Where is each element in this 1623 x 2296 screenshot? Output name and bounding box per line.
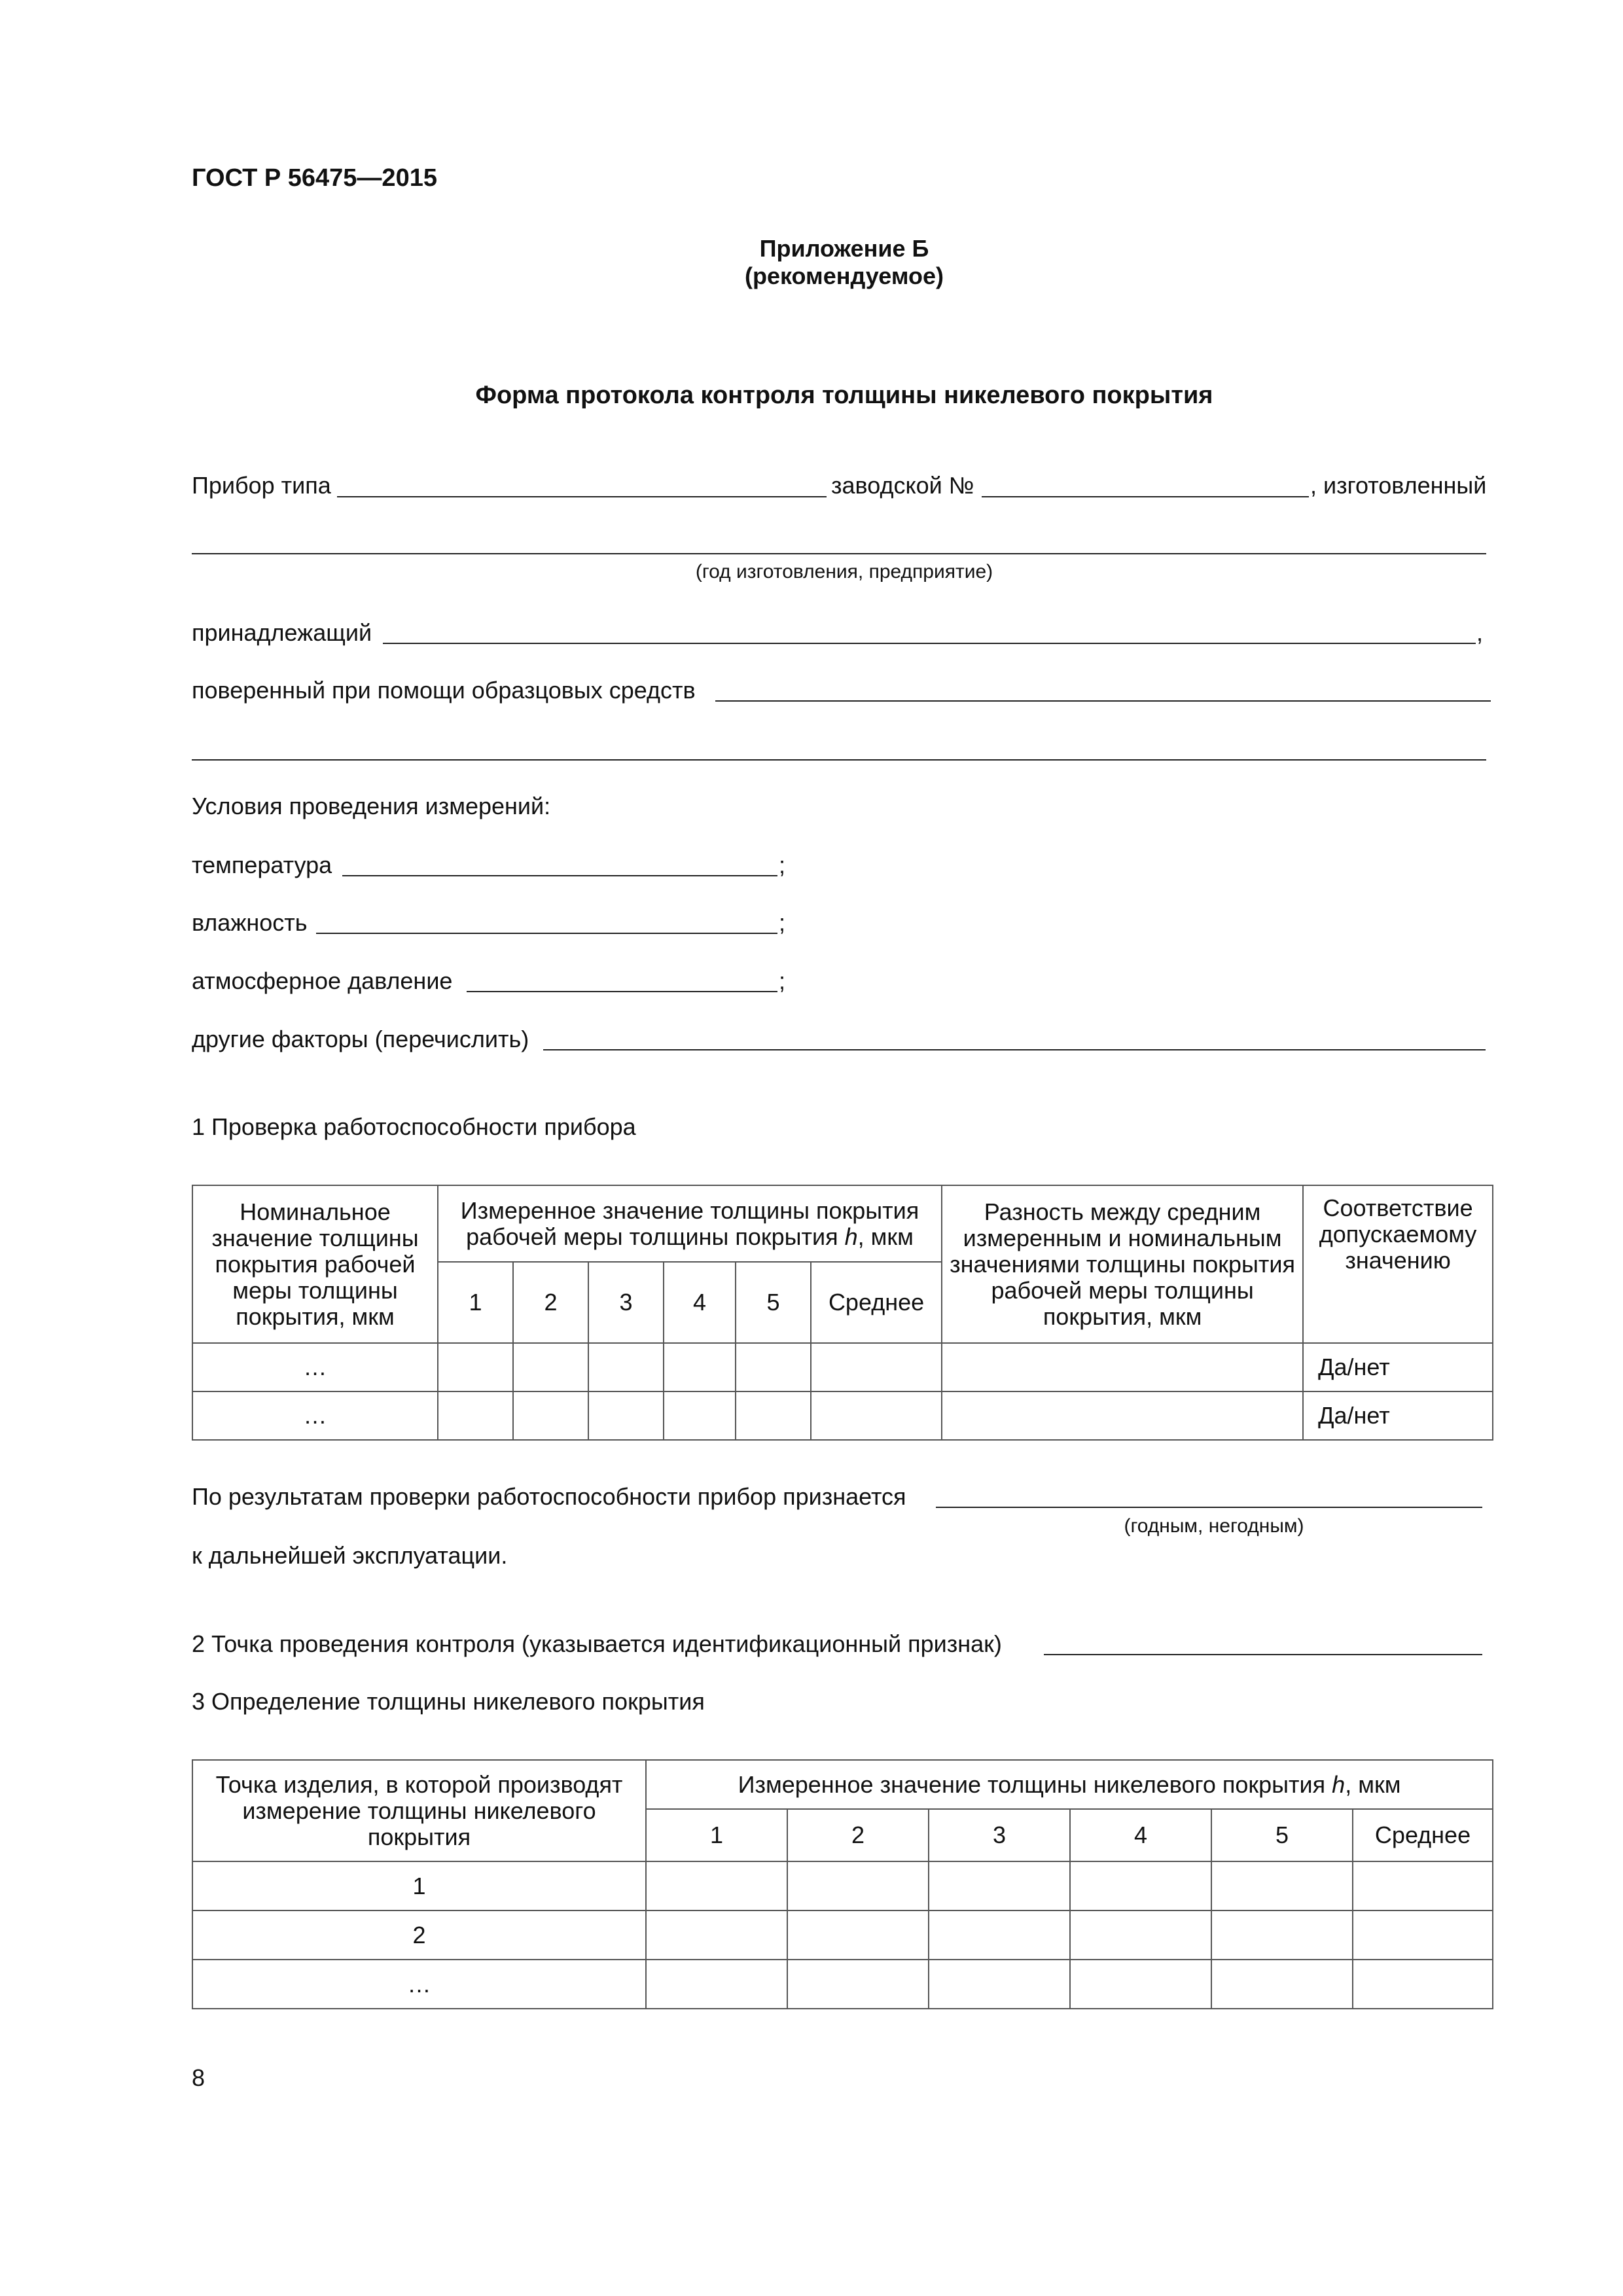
col-nominal-header: Номинальное значение толщины покрытия рабочей меры толщины покрытия, мкм [192,1185,438,1343]
point-cell: 2 [192,1910,646,1960]
col-measured-header: Измеренное значение толщины покрытия рабочей меры толщины покрытия h, мкм [438,1185,942,1262]
manufactured-label: , изготовленный [1310,472,1487,499]
value-cell[interactable] [929,1861,1070,1910]
table-row [192,1343,1493,1391]
value-cell[interactable] [787,1910,929,1960]
value-cell[interactable] [787,1960,929,2009]
col-difference-header: Разность между средним измеренным и номинальным значениями толщины покрытия рабочей меры толщины покрытия, мкм [942,1185,1303,1343]
verified-field[interactable] [715,700,1491,702]
sub-col-average: Среднее [1353,1809,1493,1861]
value-cell[interactable] [664,1343,736,1391]
sub-col-3: 3 [588,1262,664,1343]
device-type-field[interactable] [337,496,827,497]
value-cell[interactable] [588,1343,664,1391]
value-cell[interactable] [736,1391,811,1440]
owner-field[interactable] [383,643,1476,644]
sub-col-5: 5 [1211,1809,1353,1861]
nominal-cell: … [192,1391,438,1440]
page-number: 8 [192,2064,205,2091]
pressure-semicolon: ; [779,967,786,994]
value-cell[interactable] [1070,1861,1211,1910]
owner-label: принадлежащий [192,619,372,646]
value-cell[interactable] [929,1910,1070,1960]
table-row [192,1960,1493,2009]
value-cell[interactable] [1211,1861,1353,1910]
temperature-field[interactable] [342,875,777,876]
humidity-field[interactable] [316,933,777,934]
point-cell: 1 [192,1861,646,1910]
value-cell[interactable] [646,1910,787,1960]
section-1-title: 1 Проверка работоспособности прибора [192,1113,636,1140]
serial-number-field[interactable] [982,496,1309,497]
sub-col-3: 3 [929,1809,1070,1861]
value-cell[interactable] [438,1343,513,1391]
value-cell[interactable] [646,1960,787,2009]
serial-number-label: заводской № [831,472,974,499]
humidity-label: влажность [192,909,308,936]
value-cell[interactable] [1211,1960,1353,2009]
device-type-label: Прибор типа [192,472,331,499]
conformity-cell[interactable]: Да/нет [1303,1391,1493,1440]
pressure-label: атмосферное давление [192,967,453,994]
point-cell: … [192,1960,646,2009]
appendix-note: (рекомендуемое) [745,262,944,289]
standard-number: ГОСТ Р 56475—2015 [192,164,437,192]
value-cell[interactable] [588,1391,664,1440]
value-cell[interactable] [1070,1910,1211,1960]
value-cell[interactable] [736,1343,811,1391]
humidity-semicolon: ; [779,909,786,936]
col-measured-header: Измеренное значение толщины никелевого покрытия h, мкм [646,1760,1493,1809]
page-title: Форма протокола контроля толщины никелевого покрытия [475,382,1213,409]
sub-col-1: 1 [438,1262,513,1343]
value-cell[interactable] [1070,1960,1211,2009]
average-cell[interactable] [1353,1861,1493,1910]
temperature-semicolon: ; [779,852,786,878]
value-cell[interactable] [787,1861,929,1910]
manufacture-hint: (год изготовления, предприятие) [695,561,993,583]
conformity-cell[interactable]: Да/нет [1303,1343,1493,1391]
difference-cell[interactable] [942,1391,1303,1440]
sub-col-4: 4 [1070,1809,1211,1861]
sub-col-5: 5 [736,1262,811,1343]
other-factors-field[interactable] [543,1049,1486,1050]
result-label: По результатам проверки работоспособности прибор признается [192,1483,906,1510]
col-point-header: Точка изделия, в которой производят измерение толщины никелевого покрытия [192,1760,646,1861]
value-cell[interactable] [929,1960,1070,2009]
section-2-title: 2 Точка проведения контроля (указывается идентификационный признак) [192,1630,1002,1657]
average-cell[interactable] [811,1343,942,1391]
verified-label: поверенный при помощи образцовых средств [192,677,696,704]
sub-col-4: 4 [664,1262,736,1343]
other-factors-label: другие факторы (перечислить) [192,1026,529,1052]
pressure-field[interactable] [467,991,777,992]
value-cell[interactable] [438,1391,513,1440]
owner-comma: , [1476,619,1484,646]
value-cell[interactable] [1211,1910,1353,1960]
result-continuation: к дальнейшей эксплуатации. [192,1542,508,1569]
section-3-title: 3 Определение толщины никелевого покрытия [192,1688,705,1715]
device-check-table [192,1185,1493,1441]
value-cell[interactable] [513,1343,588,1391]
value-cell[interactable] [664,1391,736,1440]
col-conformity-header: Соответствие допускаемому значению [1303,1185,1493,1343]
value-cell[interactable] [646,1861,787,1910]
sub-col-2: 2 [787,1809,929,1861]
average-cell[interactable] [811,1391,942,1440]
nominal-cell: … [192,1343,438,1391]
sub-col-1: 1 [646,1809,787,1861]
average-cell[interactable] [1353,1960,1493,2009]
thickness-table [192,1759,1493,2009]
table-row [192,1391,1493,1440]
sub-col-average: Среднее [811,1262,942,1343]
control-point-field[interactable] [1044,1654,1482,1655]
value-cell[interactable] [513,1391,588,1440]
table-row [192,1861,1493,1910]
result-hint: (годным, негодным) [1124,1515,1304,1537]
verified-field-continued[interactable] [192,759,1486,761]
difference-cell[interactable] [942,1343,1303,1391]
average-cell[interactable] [1353,1910,1493,1960]
table-row [192,1910,1493,1960]
sub-col-2: 2 [513,1262,588,1343]
result-field[interactable] [936,1507,1482,1508]
temperature-label: температура [192,852,332,878]
manufacture-info-field[interactable] [192,553,1486,554]
conditions-heading: Условия проведения измерений: [192,793,551,819]
appendix-label: Приложение Б [759,235,929,262]
